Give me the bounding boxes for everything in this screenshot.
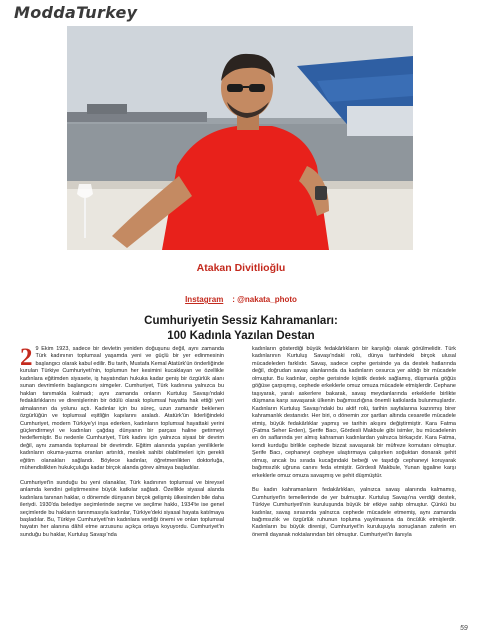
instagram-separator: : <box>232 295 235 304</box>
instagram-handle[interactable]: @nakata_photo <box>237 295 297 304</box>
author-name: Atakan Divitlioğlu <box>196 262 286 274</box>
article-column-right <box>252 346 456 546</box>
drop-cap: 2 <box>20 344 33 371</box>
author-photo <box>67 26 413 250</box>
article-title-line2: 100 Kadınla Yazılan Destan <box>167 330 315 342</box>
paragraph-text: 9 Ekim 1923, sadece bir devletin yeniden doğuşunu değil, aynı zamanda Türk kadınının toplumsal yaşamda yeni ve güçlü bir yer edinmesinin başlangıcı olarak kabul edilir. Bu tarih, Mustafa Kemal Atatürk'ün önderliğinde kurulan Türkiye Cumhuriyeti'nin, toplumun her kesimini kucaklayan ve özellikle kadınlara eğitimden siyasete, iş hayatından hukuka kadar geniş bir özgürlük alanı sunan devrimlerin başlangıcını simgeler. Cumhuriyet, Türk kadınına yalnızca bu hakları tanımakla kalmadı; aynı zamanda onların Kurtuluş Savaşı'ndaki fedakârlıklarını ve direnişlerinin bir ödülü olarak toplumsal hayatta hak ettiği yeri almalarının da yolunu açtı. Kadınlar için bu süreç, uzun zamandır beklenen özgürlüğün ve toplumsal eşitliğin kapılarını araladı. Atatürk'ün liderliğindeki Cumhuriyet, modern Türkiye'yi inşa ederken, kadınların toplumsal hayattaki yerini güçlendirmeyi ve kadınları çağdaş dünyanın bir parçası haline getirmeyi hedeflemiştir. Bu nedenle Cumhuriyet, Türk kadını için yalnızca siyasi bir devrim değil, aynı zamanda toplumsal bir devrimdir. Eğitim alanında yapılan yeniliklerle kadınların okuma-yazma oranları artırıldı, meslek sahibi olabilmeleri için gerekli eğitim olanakları sağlandı. Böylece kadınlar, öğretmenlikten doktorluğa, mühendislikten hukukçuluğa kadar birçok alanda görev almaya başladılar. <box>20 346 224 472</box>
magazine-logo: ModdaTurkey <box>14 3 138 22</box>
paragraph: kadınların gösterdiği büyük fedakârlıkların bir karşılığı olarak görülmelidir. Türk kadınlarının Kurtuluş Savaşı'ndaki rolü, dünya tarihindeki birçok ulusal mücadeleden farklıdır. Savaş, sadece cephe gerisinde ya da destek hatlarında değil, doğrudan savaş alanlarında da kadınların cesurca yer aldığı bir mücadele olmuştur. Bu kadınlar, cephe gerisinde lojistik destek sağlamış, düşmanla göğüs göğüse çarpışmış, cephede erkeklerle omuz omuza mücadele etmişlerdir. Cephane taşıyarak, yaralı askerlere bakarak, savaş meydanlarında erkeklerle birlikte düşmana karşı savaşarak ülkenin bağımsızlığına önemli katkılarda bulunmuşlardır. Kadınların Kurtuluş Savaşı'ndaki bu aktif rolü, tarihin sayfalarına kazınmış birer kahramanlık destanıdır. Her biri, o dönemin zor şartları altında cesaretle mücadele etmiş, büyük fedakârlıklar yapmış ve tarihin akışını değiştirmiştir. Kara Fatma (Fatma Seher Erden), Şerife Bacı, Gördesli Makbule gibi isimler, bu mücadelenin en ön saflarında yer almış kahraman kadınlardan yalnızca birkaçıdır. Kara Fatma, kendi kurduğu birlikle cephede bizzat savaşarak bir müfreze komutanı olmuştur. Şerife Bacı, cephaneyi cepheye ulaştırmaya çalışırken soğuktan donarak şehit olmuş, ancak bu sırada kucağındaki bebeği ve taşıdığı cephaneyi koruyarak bağımsızlık uğruna canını feda etmiştir. Gördesli Makbule, Yunan işgaline karşı erkeklerle omuz omuza savaşmış ve şehit düşmüştür. <box>252 346 456 479</box>
article-title-line1: Cumhuriyetin Sessiz Kahramanları: <box>144 315 338 327</box>
paragraph: Bu kadın kahramanların fedakârlıkları, yalnızca savaş alanında kalmamış, Cumhuriyet'in temellerinde de yer bulmuştur. Kurtuluş Savaşı'na verdiği destek, Türkiye Cumhuriyeti'nin kuruluşunda büyük bir etkiye sahip olmuştur. Çünkü bu kadınlar, savaş sırasında yalnızca cephede mücadele etmemiş, aynı zamanda bağımsızlık ve özgürlük ruhunun topluma yayılmasına da öncülük etmişlerdir. Kadınların bu büyük direnişi, Cumhuriyet'in kuruluşuyla sonuçlanan zaferin en önemli dayanak noktalarından biri olmuştur. Cumhuriyet'in ilanıyla <box>252 487 456 538</box>
page-number: 59 <box>460 625 468 632</box>
paragraph: Cumhuriyet'in sunduğu bu yeni olanaklar, Türk kadınının toplumsal ve bireysel anlamda kendini geliştirmesine büyük katkılar sağladı. Özellikle siyasal alanda kadınlara tanınan haklar, o dönemde dünyanın birçok gelişmiş ülkesinden bile daha ileriydi. 1930'da belediye seçimlerinde seçme ve seçilme hakkı, 1934'te ise genel seçimlerde bu hakların tanınmasıyla kadınlar, Türkiye'deki siyasal hayata katılmaya başladılar. Bu, Türkiye Cumhuriyeti'nin kadınlara verdiği önemi ve onları toplumsal hayatın her alanına dâhil etme arzusunu açıkça ortaya koyuyordu. Cumhuriyet'in sunduğu bu haklar, Kurtuluş Savaşı'nda <box>20 479 224 538</box>
paragraph <box>20 346 224 473</box>
instagram-label[interactable]: Instagram <box>185 295 224 304</box>
instagram-credit <box>0 295 482 304</box>
article-column-left <box>20 346 224 546</box>
